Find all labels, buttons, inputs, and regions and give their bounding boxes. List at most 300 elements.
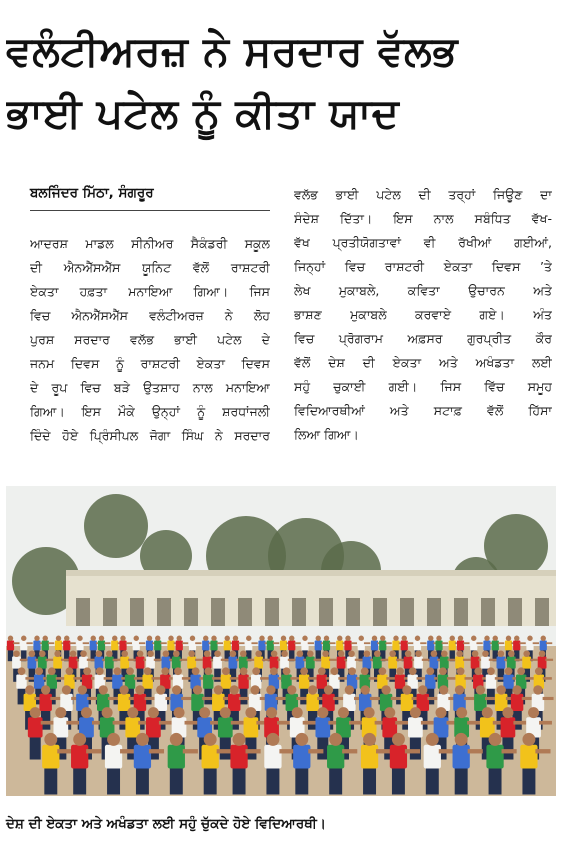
student-head (435, 707, 446, 718)
student-head (316, 636, 321, 641)
student-raised-arm (182, 677, 191, 680)
student-raised-arm (231, 721, 244, 725)
student-head (456, 650, 463, 657)
student-shirt (53, 717, 68, 737)
student-shirt (146, 641, 153, 651)
student-raised-arm (195, 642, 201, 644)
student-head (476, 685, 485, 694)
student-shirt (293, 745, 310, 769)
student-head (410, 707, 421, 718)
student-head (482, 707, 493, 718)
student-raised-arm (467, 721, 480, 725)
student-raised-arm (448, 659, 456, 661)
student-shirt (526, 641, 533, 651)
student-head (329, 733, 342, 746)
student-trousers (204, 766, 217, 794)
student-shirt (239, 657, 248, 669)
student-head (62, 685, 71, 694)
student-shirt (38, 657, 47, 669)
student-shirt (154, 641, 161, 651)
student-shirt (306, 657, 315, 669)
article-line: ਭਾਸ਼ਣ ਮੁਕਾਬਲੇ ਕਰਵਾਏ ਗਏ। ਅੰਤ (294, 307, 552, 322)
student-shirt (264, 745, 281, 769)
student-head (493, 636, 498, 641)
article-line: ਵੱਖ ਪ੍ਰਤੀਯੋਗਤਾਵਾਂ ਵੀ ਰੱਖੀਆਂ ਗਈਆਂ, (294, 235, 552, 250)
student-head (487, 667, 495, 675)
student-raised-arm (421, 721, 434, 725)
student-head (137, 650, 144, 657)
news-photo (6, 486, 556, 796)
building-window (238, 598, 252, 626)
student-head (144, 667, 152, 675)
student-raised-arm (139, 642, 145, 644)
student-head (83, 667, 91, 675)
student-shirt (267, 641, 274, 651)
student-raised-arm (87, 697, 98, 700)
student-shirt (76, 641, 83, 651)
student-head (436, 636, 441, 641)
student-raised-arm (370, 697, 381, 700)
student-shirt (232, 641, 239, 651)
student-raised-arm (396, 659, 404, 661)
student-shirt (105, 745, 122, 769)
student-raised-arm (113, 659, 121, 661)
student-head (396, 667, 404, 675)
student-raised-arm (83, 642, 89, 644)
student-head (508, 650, 515, 657)
building-window (265, 598, 279, 626)
student-trousers (329, 766, 342, 794)
student-head (338, 650, 345, 657)
student-raised-arm (329, 659, 337, 661)
student-shirt (430, 657, 439, 669)
student-shirt (321, 657, 330, 669)
student-head (266, 707, 277, 718)
student-trousers (392, 766, 405, 794)
student-head (192, 667, 200, 675)
student-head (204, 667, 212, 675)
student-shirt (202, 641, 209, 651)
student-raised-arm (513, 721, 526, 725)
student-raised-arm (407, 642, 413, 644)
student-head (348, 650, 355, 657)
student-raised-arm (294, 642, 300, 644)
student-shirt (71, 745, 88, 769)
student-head (292, 707, 303, 718)
student-raised-arm (238, 642, 244, 644)
student-head (389, 650, 396, 657)
student-shirt (95, 657, 104, 669)
student-shirt (39, 694, 51, 711)
student-head (439, 685, 448, 694)
student-raised-arm (439, 749, 454, 753)
student-head (70, 650, 77, 657)
student-raised-arm (543, 677, 552, 680)
student-raised-arm (247, 659, 255, 661)
student-head (541, 636, 546, 641)
student-head (177, 636, 182, 641)
student-head (246, 636, 251, 641)
student-shirt (230, 745, 247, 769)
student-head (29, 650, 36, 657)
student-head (155, 636, 160, 641)
student-raised-arm (61, 659, 69, 661)
student-head (121, 650, 128, 657)
student-head (506, 636, 511, 641)
student-raised-arm (160, 642, 166, 644)
student-raised-arm (145, 697, 156, 700)
student-raised-arm (217, 749, 232, 753)
student-shirt (224, 641, 231, 651)
student-head (96, 650, 103, 657)
student-raised-arm (212, 677, 221, 680)
student-shirt (540, 641, 547, 651)
student-raised-arm (476, 642, 482, 644)
student-raised-arm (422, 659, 430, 661)
student-shirt (425, 675, 435, 689)
building-window (346, 598, 360, 626)
student-raised-arm (113, 721, 126, 725)
student-head (539, 650, 546, 657)
student-shirt (16, 675, 26, 689)
student-shirt (296, 657, 305, 669)
student-head (44, 733, 57, 746)
student-raised-arm (535, 749, 550, 753)
student-shirt (202, 745, 219, 769)
photo-school-building (66, 570, 556, 626)
student-shirt (497, 657, 506, 669)
student-head (25, 685, 34, 694)
student-head (337, 636, 342, 641)
student-shirt (254, 657, 263, 669)
building-window (400, 598, 414, 626)
building-window (535, 598, 549, 626)
student-head (240, 667, 248, 675)
student-shirt (401, 694, 413, 711)
student-raised-arm (159, 721, 172, 725)
student-shirt (392, 641, 399, 651)
student-raised-arm (338, 677, 347, 680)
article-line: ਵਿਦਿਆਰਥੀਆਂ ਅਤੇ ਸਟਾਫ਼ ਵੱਲੋਂ ਹਿੱਸਾ (294, 403, 552, 418)
student-shirt (69, 657, 78, 669)
student-shirt (42, 745, 59, 769)
byline: ਬਲਜਿੰਦਰ ਮਿੱਠਾ, ਸੰਗਰੂਰ (30, 185, 154, 201)
student-shirt (187, 657, 196, 669)
student-head (439, 667, 447, 675)
student-trousers (426, 766, 439, 794)
student-raised-arm (104, 642, 110, 644)
student-head (222, 667, 230, 675)
student-head (199, 707, 210, 718)
student-raised-arm (376, 749, 391, 753)
student-head (126, 667, 134, 675)
student-raised-arm (182, 642, 188, 644)
student-head (364, 707, 375, 718)
student-trousers (170, 766, 183, 794)
student-head (281, 650, 288, 657)
student-shirt (142, 675, 152, 689)
student-head (266, 733, 279, 746)
student-head (211, 636, 216, 641)
student-shirt (258, 641, 265, 651)
student-shirt (505, 641, 512, 651)
student-shirt (336, 641, 343, 651)
student-shirt (503, 675, 513, 689)
article-line: ਗਿਆ। ਇਸ ਮੌਕੇ ਉਨ੍ਹਾਂ ਨੂੰ ਸ਼ਰਧਾਂਜਲੀ (30, 404, 270, 419)
student-head (361, 667, 369, 675)
student-shirt (358, 641, 365, 651)
student-head (393, 636, 398, 641)
student-raised-arm (13, 642, 19, 644)
student-head (380, 636, 385, 641)
student-head (43, 636, 48, 641)
student-head (533, 685, 542, 694)
student-head (91, 636, 96, 641)
student-raised-arm (217, 642, 223, 644)
student-trousers (73, 766, 86, 794)
article-line: ਵੱਲੋਂ ਦੇਸ਼ ਦੀ ਏਕਤਾ ਅਤੇ ਅਖੰਡਤਾ ਲਈ (294, 355, 552, 370)
student-head (402, 685, 411, 694)
student-shirt (522, 657, 531, 669)
student-trousers (487, 688, 495, 705)
student-shirt (388, 657, 397, 669)
student-head (80, 650, 87, 657)
student-shirt (79, 657, 88, 669)
student-raised-arm (349, 721, 362, 725)
student-raised-arm (239, 697, 250, 700)
student-head (21, 636, 26, 641)
student-raised-arm (262, 659, 270, 661)
student-shirt (42, 641, 49, 651)
student-head (308, 685, 317, 694)
student-head (161, 667, 169, 675)
student-head (364, 650, 371, 657)
article-line: ਦਿੰਦੇ ਹੋਏ ਪ੍ਰਿੰਸੀਪਲ ਜੋਗਾ ਸਿੰਘ ਨੇ ਸਰਦਾਰ (30, 428, 270, 443)
article-line: ਵਲੱਭ ਭਾਈ ਪਟੇਲ ਦੀ ਤਰ੍ਹਾਂ ਜਿਊਣ ਦਾ (294, 187, 552, 202)
student-head (409, 667, 417, 675)
student-head (517, 667, 525, 675)
student-shirt (390, 745, 407, 769)
student-trousers (44, 766, 57, 794)
building-window (319, 598, 333, 626)
student-raised-arm (381, 659, 389, 661)
student-shirt (210, 641, 217, 651)
student-head (297, 650, 304, 657)
student-head (535, 667, 543, 675)
student-trousers (363, 766, 376, 794)
student-raised-arm (87, 659, 95, 661)
student-raised-arm (69, 642, 75, 644)
student-head (471, 636, 476, 641)
student-head (240, 650, 247, 657)
student-head (120, 636, 125, 641)
student-head (55, 707, 66, 718)
student-head (455, 685, 464, 694)
student-raised-arm (195, 659, 203, 661)
student-head (455, 733, 468, 746)
student-raised-arm (314, 659, 322, 661)
student-head (190, 636, 195, 641)
student-shirt (146, 657, 155, 669)
student-raised-arm (276, 697, 287, 700)
article-column-right (294, 183, 552, 447)
student-shirt (90, 641, 97, 651)
student-head (147, 650, 154, 657)
student-raised-arm (364, 642, 370, 644)
student-raised-arm (26, 642, 32, 644)
student-shirt (457, 641, 464, 651)
student-raised-arm (181, 697, 192, 700)
student-head (270, 667, 278, 675)
student-head (35, 667, 43, 675)
student-head (255, 650, 262, 657)
student-head (233, 636, 238, 641)
student-raised-arm (395, 721, 408, 725)
article-line: ਪੁਰਸ਼ ਸਰਦਾਰ ਵਲੱਭ ਭਾਈ ਪਟੇਲ ਦੇ (30, 332, 270, 347)
student-trousers (220, 736, 231, 760)
student-head (30, 707, 41, 718)
student-raised-arm (251, 642, 257, 644)
student-shirt (501, 717, 516, 737)
student-raised-arm (20, 659, 28, 661)
article-line: ਦੇ ਰੂਪ ਵਿਚ ਬੜੇ ਉਤਸ਼ਾਹ ਨਾਲ ਮਨਾਇਆ (30, 380, 270, 395)
student-shirt (119, 641, 126, 651)
student-head (415, 650, 422, 657)
byline-divider (30, 210, 270, 211)
article-column-left (30, 232, 270, 448)
student-head (163, 650, 170, 657)
student-raised-arm (463, 659, 471, 661)
student-shirt (404, 657, 413, 669)
student-trousers (455, 766, 468, 794)
article-line: ਆਦਰਸ਼ ਮਾਡਲ ਸੀਨੀਅਰ ਸੈਕੰਡਰੀ ਸਕੂਲ (30, 236, 270, 251)
student-head (338, 707, 349, 718)
student-raised-arm (539, 721, 552, 725)
student-raised-arm (56, 677, 65, 680)
student-head (214, 650, 221, 657)
student-shirt (414, 641, 421, 651)
student-head (119, 685, 128, 694)
student-raised-arm (468, 749, 483, 753)
student-shirt (520, 745, 537, 769)
student-head (345, 636, 350, 641)
student-raised-arm (202, 697, 213, 700)
student-head (168, 636, 173, 641)
student-shirt (470, 641, 477, 651)
student-shirt (55, 641, 62, 651)
student-raised-arm (427, 697, 438, 700)
student-shirt (507, 657, 516, 669)
student-shirt (481, 657, 490, 669)
student-raised-arm (369, 677, 378, 680)
student-shirt (229, 657, 238, 669)
student-head (73, 733, 86, 746)
article-line: ਸੰਦੇਸ਼ ਦਿੱਤਾ। ਇਸ ਨਾਲ ਸਬੰਧਿਤ ਵੱਖ- (294, 211, 552, 226)
student-shirt (168, 745, 185, 769)
student-shirt (373, 657, 382, 669)
student-shirt (7, 641, 14, 651)
building-window (427, 598, 441, 626)
student-raised-arm (260, 677, 269, 680)
student-head (361, 685, 370, 694)
student-shirt (63, 641, 70, 651)
student-raised-arm (57, 749, 72, 753)
student-shirt (347, 657, 356, 669)
student-head (441, 650, 448, 657)
student-shirt (280, 657, 289, 669)
student-head (300, 667, 308, 675)
student-head (374, 650, 381, 657)
student-raised-arm (221, 659, 229, 661)
headline (6, 20, 567, 144)
student-shirt (245, 641, 252, 651)
student-head (99, 636, 104, 641)
student-shirt (118, 694, 130, 711)
student-raised-arm (134, 677, 143, 680)
student-head (268, 636, 273, 641)
student-head (522, 733, 535, 746)
student-head (148, 707, 159, 718)
student-raised-arm (420, 642, 426, 644)
student-trousers (233, 766, 246, 794)
student-head (48, 667, 56, 675)
student-head (363, 733, 376, 746)
student-raised-arm (246, 749, 261, 753)
student-raised-arm (25, 677, 34, 680)
student-head (99, 685, 108, 694)
student-head (174, 667, 182, 675)
student-raised-arm (183, 749, 198, 753)
student-shirt (133, 641, 140, 651)
building-window (184, 598, 198, 626)
student-head (505, 667, 513, 675)
student-head (450, 636, 455, 641)
student-shirt (270, 657, 279, 669)
headline-line-1: ਵਲੰਟੀਅਰਜ਼ ਨੇ ਸਰਦਾਰ ਵੱਲਭ (6, 27, 458, 75)
student-head (431, 650, 438, 657)
student-raised-arm (308, 677, 317, 680)
student-shirt (453, 745, 470, 769)
student-raised-arm (273, 642, 279, 644)
student-head (18, 667, 26, 675)
student-shirt (424, 745, 441, 769)
student-shirt (280, 641, 287, 651)
student-head (214, 685, 223, 694)
student-head (474, 667, 482, 675)
building-window (211, 598, 225, 626)
student-head (259, 636, 264, 641)
student-head (392, 733, 405, 746)
student-head (173, 707, 184, 718)
student-head (402, 636, 407, 641)
student-shirt (105, 657, 114, 669)
article-line: ਸਹੁੰ ਚੁਕਾਈ ਗਈ। ਜਿਸ ਵਿੱਚ ਸਮੂਹ (294, 379, 552, 394)
student-head (233, 733, 246, 746)
student-trousers (295, 766, 308, 794)
student-head (64, 636, 69, 641)
student-raised-arm (185, 721, 198, 725)
student-head (324, 685, 333, 694)
student-head (384, 707, 395, 718)
student-head (322, 650, 329, 657)
student-trousers (266, 766, 279, 794)
student-head (135, 685, 144, 694)
student-raised-arm (543, 697, 554, 700)
student-shirt (203, 657, 212, 669)
student-shirt (125, 717, 140, 737)
student-shirt (408, 717, 423, 737)
student-head (428, 636, 433, 641)
